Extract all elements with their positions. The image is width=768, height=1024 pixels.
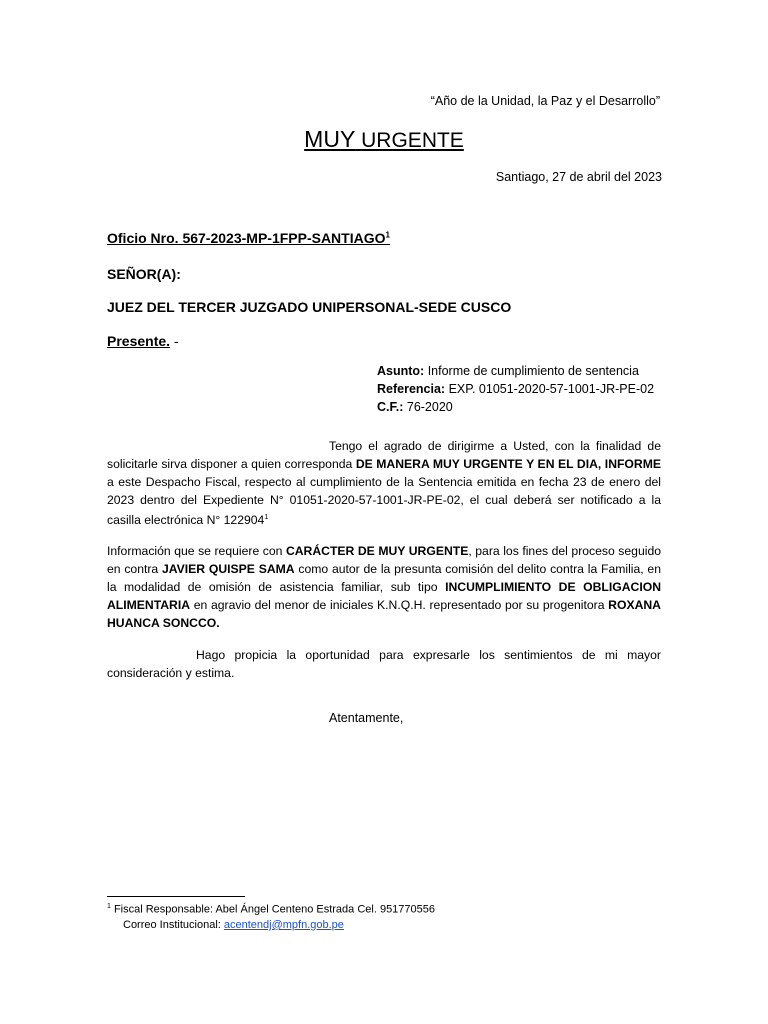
cf-line: [377, 398, 654, 416]
p2-text-e: como autor de la presunta comisión del delito contra la Familia, en la modalidad de omisión de asistencia familiar, sub tipo: [107, 562, 661, 594]
p3-text: Hago propicia la oportunidad para expresarle los sentimientos de mi mayor consideración y estima.: [107, 648, 661, 680]
paragraph-closing: [107, 646, 661, 682]
footnote-line-2: [123, 919, 344, 931]
footnote-divider: [107, 896, 245, 897]
p2-emphasis-urgent: CARÁCTER DE MUY URGENTE: [285, 544, 469, 558]
salutation: SEÑOR(A):: [107, 266, 181, 282]
oficio-number: [107, 230, 390, 246]
referencia-label: Referencia:: [377, 382, 446, 396]
recipient: JUEZ DEL TERCER JUZGADO UNIPERSONAL-SEDE CUSCO: [107, 299, 512, 315]
p2-mother-name: ROXANA HUANCA SONCCO.: [107, 598, 661, 630]
p2-text-c: , para los fines del proceso seguido en contra: [107, 544, 662, 576]
p2-offense-type: INCUMPLIMIENTO DE OBLIGACION ALIMENTARIA: [107, 580, 662, 612]
p1-emphasis: DE MANERA MUY URGENTE Y EN EL DIA, INFORME: [355, 457, 661, 471]
paragraph-details: [107, 542, 661, 632]
motto-line: “Año de la Unidad, la Paz y el Desarrollo”: [430, 94, 660, 108]
asunto-label: Asunto:: [377, 364, 425, 378]
page-title: [0, 126, 768, 153]
footnote-line-1: [107, 903, 435, 916]
oficio-text: Oficio Nro. 567-2023-MP-1FPP-SANTIAGO: [107, 230, 386, 246]
reference-block: [377, 362, 654, 416]
footnote-text: Fiscal Responsable: Abel Ángel Centeno Estrada Cel. 951770556: [110, 903, 436, 916]
presente-line: [107, 333, 179, 349]
footnote-mark: 1: [107, 903, 111, 910]
cf-label: C.F.:: [377, 400, 404, 414]
referencia-line: [377, 380, 654, 398]
title-first-word: MUY: [304, 126, 356, 152]
p1-text-a: Tengo el agrado de dirigirme a Usted, con la finalidad de solicitarle sirva disponer a quien corresponda: [107, 439, 661, 471]
p2-text-g: en agravio del menor de iniciales K.N.Q.H. representado por su progenitora: [190, 598, 609, 612]
referencia-value: EXP. 01051-2020-57-1001-JR-PE-02: [445, 382, 655, 396]
asunto-value: Informe de cumplimiento de sentencia: [424, 364, 639, 378]
p2-text-a: Información que se requiere con: [107, 544, 286, 558]
presente-text: Presente.: [107, 333, 171, 349]
p1-text-c: a este Despacho Fiscal, respecto al cumplimiento de la Sentencia emitida en fecha 23 de enero del 2023 dentro del Expediente N° 01051-2020-57-1001-JR-PE-02, el cual deberá ser notificado a la casilla electrónica N° 122904: [107, 475, 661, 528]
cf-value: 76-2020: [403, 400, 453, 414]
email-link[interactable]: acentendj@mpfn.gob.pe: [223, 919, 344, 931]
footnote-ref: 1: [385, 230, 390, 240]
presente-dash: -: [170, 333, 179, 349]
paragraph-request: [107, 437, 661, 529]
asunto-line: [377, 362, 654, 380]
letter-date: Santiago, 27 de abril del 2023: [495, 170, 662, 184]
closing-salutation: Atentamente,: [329, 711, 404, 725]
p2-accused-name: JAVIER QUISPE SAMA: [161, 562, 295, 576]
p1-footnote-ref: 1: [264, 514, 269, 521]
email-label: Correo Institucional:: [123, 919, 224, 931]
title-rest: URGENTE: [361, 129, 464, 152]
